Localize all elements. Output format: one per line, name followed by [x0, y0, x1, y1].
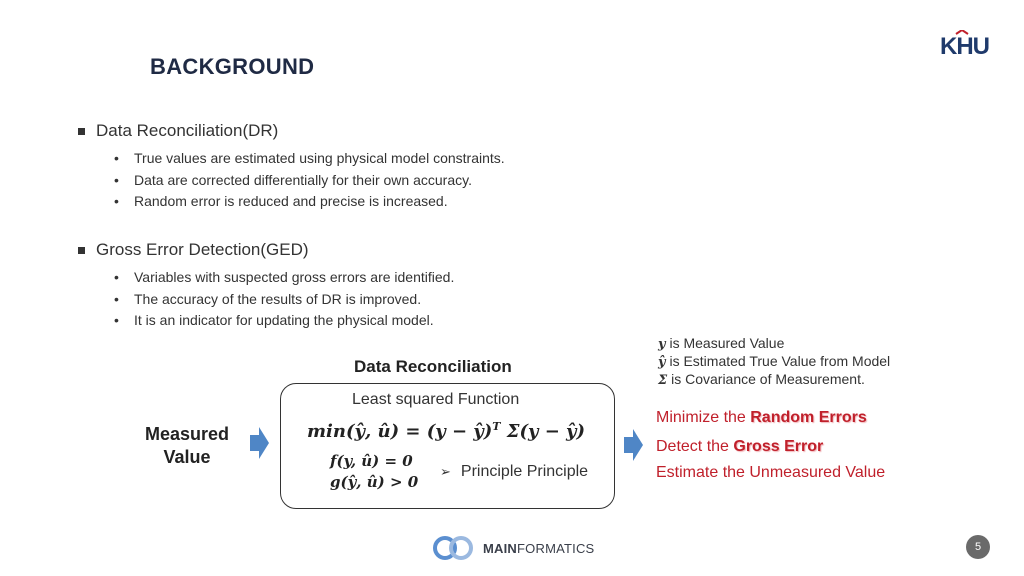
outcome-unmeasured-value: Estimate the Unmeasured Value: [656, 464, 886, 481]
bullet-dot-icon: •: [114, 150, 119, 166]
page-number-badge: 5: [966, 535, 990, 559]
arrowhead-bullet-icon: ➢: [440, 464, 451, 479]
list-item: • True values are estimated using physical model constraints.: [114, 148, 505, 170]
output-arrow-icon: [624, 429, 643, 461]
bullet-dot-icon: •: [114, 269, 119, 285]
square-bullet-icon: [78, 128, 85, 135]
equality-constraint: f(y, û) = 0: [330, 452, 413, 470]
list-item: • It is an indicator for updating the physical model.: [114, 310, 454, 332]
mainformatics-logo-icon: [432, 534, 474, 562]
outcome-random-errors: Minimize the Random Errors: [656, 409, 867, 426]
section-data-reconciliation: [78, 120, 505, 213]
list-item: • Variables with suspected gross errors are identified.: [114, 267, 454, 289]
section-title: Gross Error Detection(GED): [96, 240, 309, 259]
legend-estimated: ŷ is Estimated True Value from Model: [658, 353, 891, 370]
measured-value-label: Measured Value: [144, 424, 230, 467]
legend-covariance: Σ is Covariance of Measurement.: [658, 371, 865, 388]
list-item: • The accuracy of the results of DR is improved.: [114, 289, 454, 311]
bullet-dot-icon: •: [114, 193, 119, 209]
mainformatics-brand: MAINFORMATICS: [483, 541, 595, 556]
khu-logo: [938, 30, 998, 64]
outcome-gross-error: Detect the Gross Error: [656, 438, 824, 455]
input-arrow-icon: [250, 427, 269, 459]
diagram-title: Data Reconciliation: [354, 357, 512, 376]
inequality-constraint: g(ŷ, û) > 0: [330, 473, 419, 491]
bullet-dot-icon: •: [114, 171, 119, 188]
objective-equation: min(ŷ, û) = (y − ŷ)$^T$ Σ(y − ŷ): [307, 420, 586, 442]
least-squared-label: Least squared Function: [352, 391, 520, 408]
legend-measured: y is Measured Value: [658, 335, 785, 352]
section-gross-error-detection: [78, 239, 454, 332]
section-title: Data Reconciliation(DR): [96, 121, 279, 140]
list-item: • Data are corrected differentially for their own accuracy.: [114, 170, 505, 192]
square-bullet-icon: [78, 247, 85, 254]
slide-title: BACKGROUND: [150, 54, 315, 79]
principle-label: ➢ Principle Principle: [440, 463, 589, 480]
bullet-dot-icon: •: [114, 290, 119, 307]
logo-text: KHU: [940, 33, 989, 60]
list-item: • Random error is reduced and precise is increased.: [114, 191, 505, 213]
bullet-dot-icon: •: [114, 312, 119, 328]
